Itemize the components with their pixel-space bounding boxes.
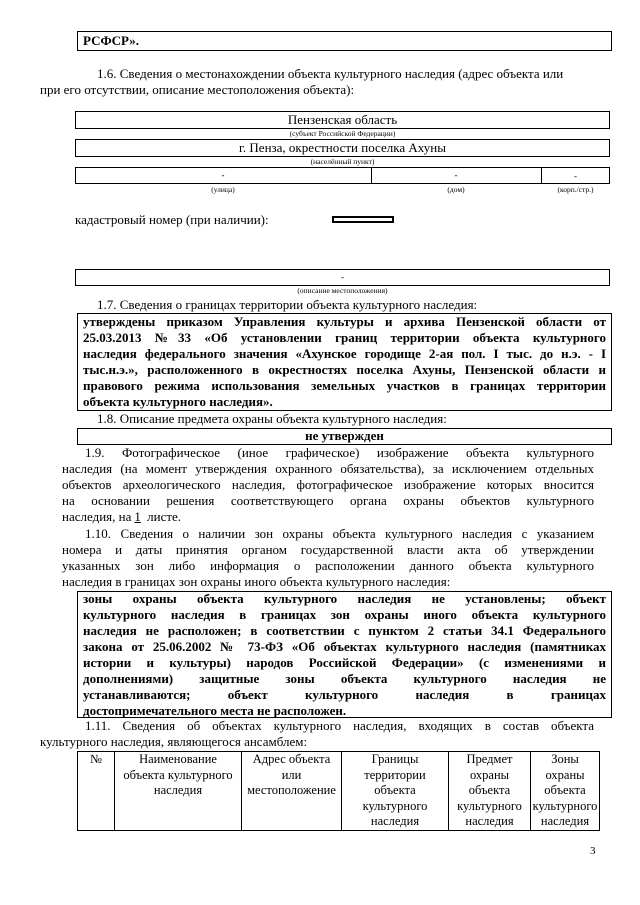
section-1-10-box-line: культурного наследия в границах зон охраны иного объекта культурного [83, 607, 606, 622]
table-header-zones [530, 751, 600, 831]
section-1-10-box-last-line: достопримечательного места не расположен. [83, 703, 347, 718]
header-line: местоположение [247, 783, 336, 797]
section-1-7-last-line: объекта культурного наследия». [83, 394, 273, 409]
header-line: охраны [469, 767, 510, 782]
section-1-9-last-suffix: листе. [143, 509, 182, 524]
section-1-9-last-line [62, 509, 594, 525]
section-1-9-line: объектов археологического наследия, фотографическое изображение которых вносится [62, 477, 594, 492]
section-1-9-text [62, 445, 594, 525]
table-header-number [77, 751, 115, 831]
header-line: культурного [362, 798, 428, 813]
section-1-7-line: 25.03.2013 №33 «Об установлении границ территории объекта культурного [83, 330, 606, 345]
section-1-10-text [62, 526, 594, 590]
region-caption: (субъект Российской Федерации) [289, 129, 396, 138]
section-1-7-line: правового режима использования земельных участков в границах территории [83, 378, 606, 393]
header-line: культурного [457, 798, 522, 813]
house-caption: (дом) [447, 185, 465, 194]
section-1-9-line: на основании решения соответствующего органа охраны объектов культурного [62, 493, 594, 508]
section-1-6-heading-line2: при его отсутствии, описание местоположения объекта): [40, 82, 355, 97]
table-header-address [241, 751, 342, 831]
section-1-10-line: указанных зон либо информация о расположении данного объекта культурного [62, 558, 594, 573]
section-1-10-box-line: закона от 25.06.2002 № 73-ФЗ «Об объектах культурного наследия (памятниках [83, 639, 606, 654]
header-line: объекта [468, 783, 511, 797]
section-1-6-heading-line1: 1.6. Сведения о местонахождении объекта культурного наследия (адрес объекта или [97, 66, 564, 81]
building-value: - [574, 171, 577, 181]
section-1-8-value: не утвержден [305, 428, 384, 443]
header-line: Предмет [466, 752, 513, 766]
section-1-7-line: утверждены приказом Управления культуры и архива Пензенской области от [83, 314, 606, 329]
section-1-7-line: наследия федерального значения «Ахунское городище 2-ая пол. I тыс. до н.э. - I [83, 346, 606, 361]
section-1-10-box-line: истории и культуры) народов Российской Федерации» (с изменениями и [83, 655, 606, 670]
top-box-text: РСФСР». [83, 33, 140, 48]
sheet-count: 1 [134, 509, 141, 524]
cadastral-label: кадастровый номер (при наличии): [75, 212, 269, 227]
section-1-10-line: номера и даты принятия органом государственной власти акта об утверждении [62, 542, 594, 557]
locality-caption: (населённый пункт) [310, 157, 375, 166]
section-1-10-last-line: наследия в границах зон охраны иного объекта культурного наследия: [62, 574, 451, 589]
street-value: - [221, 170, 225, 180]
section-1-10-box-line: наследия не расположен; в соответствии с пунктом 2 статьи 34.1 Федерального [83, 623, 606, 638]
section-1-9-line: наследия (на момент утверждения охранного обязательства), за исключением отдельных [62, 461, 594, 476]
region-value: Пензенская область [287, 112, 398, 127]
section-1-7-heading: 1.7. Сведения о границах территории объекта культурного наследия: [97, 297, 478, 312]
section-1-9-last-prefix: наследия, на [62, 509, 132, 524]
house-value: - [454, 170, 458, 180]
header-line: охраны [545, 767, 585, 782]
header-line: территории [364, 767, 426, 782]
header-line: наследия [540, 814, 590, 828]
cadastral-number-box [332, 216, 394, 223]
header-line: № [90, 752, 102, 766]
table-header-boundaries [341, 751, 449, 831]
header-line: наследия [153, 783, 203, 797]
section-1-10-box-text [83, 591, 606, 719]
section-1-10-box-line: устанавливаются; объект культурного наследия в границах [83, 687, 606, 702]
header-line: объекта [544, 783, 586, 797]
section-1-7-line: тыс.н.э.», расположенного в окрестностях поселка Ахуны, Пензенской области и [83, 362, 606, 377]
section-1-8-heading: 1.8. Описание предмета охраны объекта культурного наследия: [97, 411, 447, 426]
header-line: объекта культурного [123, 767, 233, 782]
header-line: наследия [370, 814, 420, 828]
header-line: наследия [465, 814, 514, 828]
section-1-7-text [83, 314, 606, 410]
header-line: Адрес объекта [252, 752, 331, 766]
section-1-11-line1: 1.11. Сведения об объектах культурного наследия, входящих в состав объекта [85, 718, 594, 733]
description-caption: (описание местоположения) [297, 286, 388, 295]
ensemble-table [77, 751, 600, 831]
street-caption: (улица) [211, 185, 235, 194]
header-line: объекта [374, 783, 416, 797]
page-number: 3 [590, 845, 596, 857]
locality-value: г. Пенза, окрестности поселка Ахуны [239, 140, 446, 155]
description-value: - [341, 272, 344, 282]
building-caption: (корп./стр.) [557, 185, 594, 194]
section-1-10-box-line: зоны охраны объекта культурного наследия не установлены; объект [83, 591, 606, 606]
header-line: культурного [532, 798, 598, 813]
section-1-10-line: 1.10. Сведения о наличии зон охраны объекта культурного наследия с указанием [85, 526, 594, 541]
section-1-9-line: 1.9. Фотографическое (иное графическое) изображение объекта культурного [85, 445, 594, 460]
section-1-11-text [40, 718, 594, 750]
header-line: Зоны [551, 752, 579, 766]
top-continuation-box [77, 31, 612, 51]
table-header-subject [448, 751, 531, 831]
section-1-11-line2: культурного наследия, являющегося ансамблем: [40, 734, 308, 749]
header-line: Границы [371, 752, 419, 766]
header-line: или [281, 767, 302, 782]
table-header-name [114, 751, 242, 831]
section-1-10-box-line: дополнениями) защитные зоны объекта культурного наследия не [83, 671, 606, 686]
header-line: Наименование [139, 752, 217, 766]
